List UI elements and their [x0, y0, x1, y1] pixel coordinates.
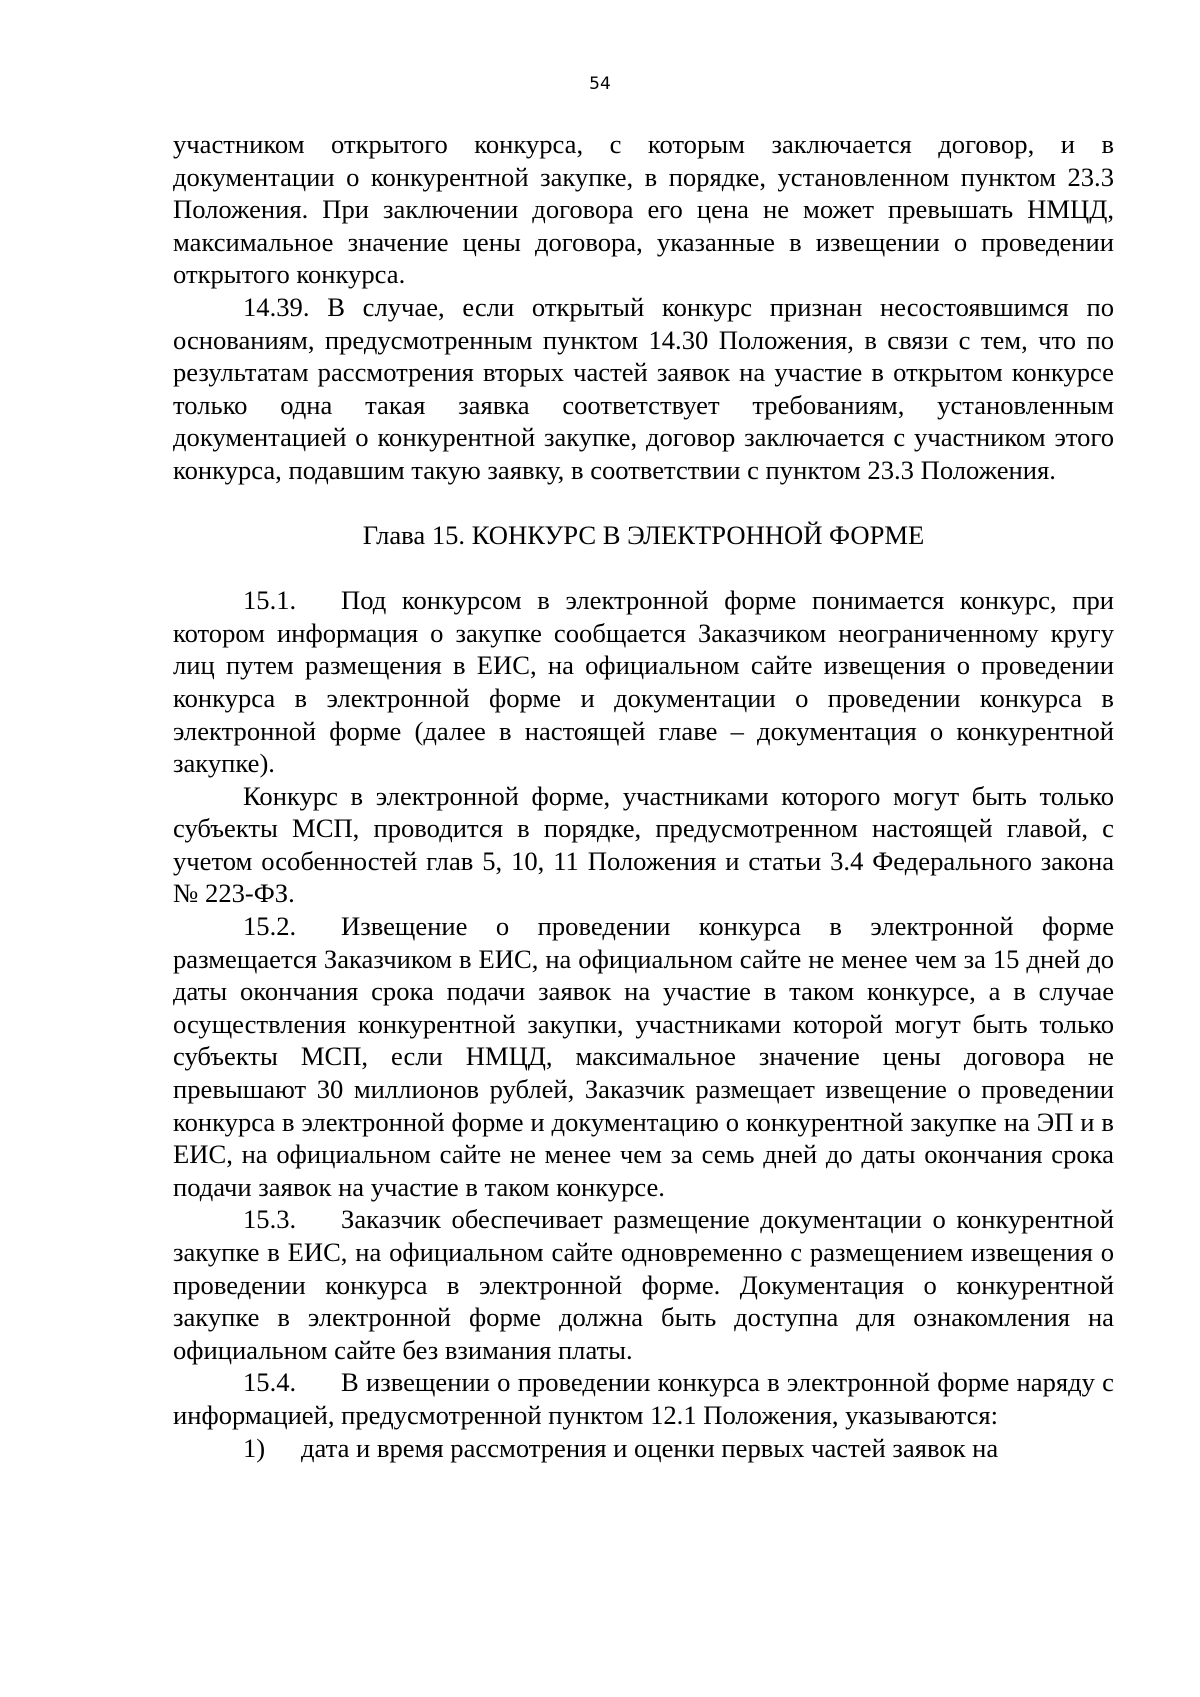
- clause-number: 15.1.: [243, 585, 297, 616]
- page-number: 54: [589, 74, 611, 94]
- clause-text: Под конкурсом в электронной форме понимается конкурс, при котором информация о закупке сообщается Заказчиком неограниченному кругу лиц путем размещения в ЕИС, на официальном сайте извещения о проведении конкурса в электронной форме и документации о проведении конкурса в электронной форме (далее в настоящей главе – документация о конкурентной закупке).: [173, 585, 1114, 779]
- paragraph-15-2: [173, 910, 1114, 1203]
- paragraph-15-4: [173, 1366, 1114, 1431]
- clause-text: Извещение о проведении конкурса в электронной форме размещается Заказчиком в ЕИС, на официальном сайте не менее чем за 15 дней до даты окончания срока подачи заявок на участие в таком конкурсе, а в случае осуществления конкурентной закупки, участниками которой могут быть только субъекты МСП, если НМЦД, максимальное значение цены договора не превышают 30 миллионов рублей, Заказчик размещает извещение о проведении конкурса в электронной форме и документацию о конкурентной закупке на ЭП и в ЕИС, на официальном сайте не менее чем за семь дней до даты окончания срока подачи заявок на участие в таком конкурсе.: [173, 911, 1114, 1202]
- list-number: 1): [243, 1432, 266, 1463]
- clause-text: Заказчик обеспечивает размещение документации о конкурентной закупке в ЕИС, на официальном сайте одновременно с размещением извещения о проведении конкурса в электронной форме. Документация о конкурентной закупке в электронной форме должна быть доступна для ознакомления на официальном сайте без взимания платы.: [173, 1204, 1114, 1365]
- clause-number: 15.3.: [243, 1204, 297, 1235]
- clause-number: 15.2.: [243, 911, 297, 942]
- document-body: [173, 128, 1114, 1464]
- paragraph-14-39: 14.39. В случае, если открытый конкурс признан несостоявшимся по основаниям, предусмотренным пунктом 14.30 Положения, в связи с тем, что по результатам рассмотрения вторых частей заявок на участие в открытом конкурсе только одна такая заявка соответствует требованиям, установленным документацией о конкурентной закупке, договор заключается с участником этого конкурса, подавшим такую заявку, в соответствии с пунктом 23.3 Положения.: [173, 291, 1114, 485]
- paragraph-15-1: [173, 584, 1114, 780]
- chapter-heading: Глава 15. КОНКУРС В ЭЛЕКТРОННОЙ ФОРМЕ: [362, 519, 925, 550]
- list-item-1: [173, 1432, 1114, 1465]
- clause-number: 15.4.: [243, 1367, 297, 1398]
- list-text: дата и время рассмотрения и оценки первых частей заявок на: [301, 1432, 999, 1463]
- paragraph-msp: Конкурс в электронной форме, участниками которого могут быть только субъекты МСП, проводится в порядке, предусмотренном настоящей главой, с учетом особенностей глав 5, 10, 11 Положения и статьи 3.4 Федерального закона № 223-ФЗ.: [173, 780, 1114, 909]
- clause-text: В извещении о проведении конкурса в электронной форме наряду с информацией, предусмотренной пунктом 12.1 Положения, указываются:: [173, 1367, 1114, 1430]
- paragraph-continuation: участником открытого конкурса, с которым заключается договор, и в документации о конкурентной закупке, в порядке, установленном пунктом 23.3 Положения. При заключении договора его цена не может превышать НМЦД, максимальное значение цены договора, указанные в извещении о проведении открытого конкурса.: [173, 129, 1114, 290]
- paragraph-15-3: [173, 1203, 1114, 1366]
